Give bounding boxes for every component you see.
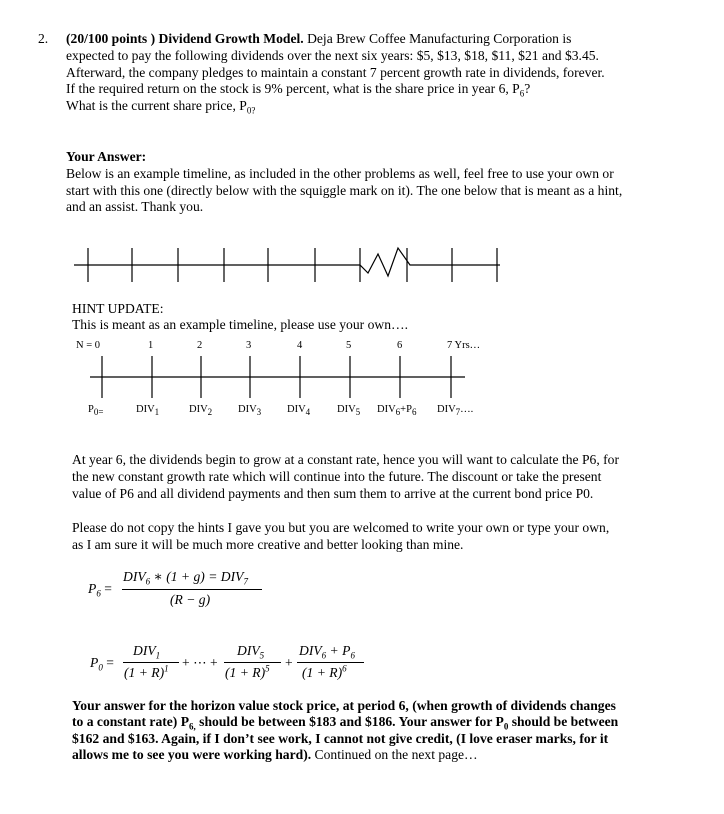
final-line-2 <box>72 714 618 730</box>
label-main: DIV <box>238 404 257 415</box>
final-line-2-sub: 6, <box>189 721 196 732</box>
hint-top-label-6: 6 <box>397 340 403 351</box>
hint-title: HINT UPDATE: <box>72 301 164 316</box>
t6-denominator <box>302 665 347 681</box>
label-sub2: 6 <box>411 407 417 418</box>
p0-equals: = <box>106 655 114 670</box>
hint-top-label-3: 3 <box>246 340 252 351</box>
p6-denominator: (R − g) <box>170 592 211 607</box>
question-line-5-text: What is the current share price, P <box>66 98 247 113</box>
p6-equals: = <box>104 581 112 596</box>
hint-top-label-7: 7 Yrs… <box>447 340 481 351</box>
t1-numerator <box>133 643 160 659</box>
explanation-line-2: the new constant growth rate which will continue into the future. The discount or take the present <box>72 469 602 484</box>
hint-top-label-0: N = 0 <box>76 340 101 351</box>
p6-num-rest: ∗ (1 + g) = DIV <box>150 569 244 584</box>
p6-num-sub: 6 <box>145 576 151 587</box>
question-line-4-sub: 6 <box>519 88 525 99</box>
question-line-5-sub: 0? <box>246 105 256 116</box>
p6-lhs-sub: 6 <box>96 588 101 599</box>
t1-num-div: DIV <box>133 643 156 658</box>
t5-fraction-bar <box>224 662 281 663</box>
t6-fraction-bar <box>297 662 364 663</box>
t6-den-base: (1 + R) <box>302 665 343 680</box>
t5-num-sub: 5 <box>259 650 265 661</box>
squiggle-timeline <box>0 240 724 300</box>
question-line-3: Afterward, the company pledges to maintain a constant 7 percent growth rate in dividends, forever. <box>66 65 605 80</box>
final-line-2b: should be between $183 and $186. Your answer for P <box>195 714 504 729</box>
answer-heading: Your Answer: <box>66 149 147 164</box>
explanation-line-1: At year 6, the dividends begin to grow at a constant rate, hence you will want to calculate the P6, for <box>72 452 619 467</box>
hint-timeline <box>0 352 724 402</box>
label-rest: …. <box>460 404 474 415</box>
label-main: DIV <box>287 404 306 415</box>
p6-lhs <box>88 581 112 597</box>
t6-numerator <box>299 643 355 659</box>
question-line-5 <box>66 98 255 114</box>
t1-fraction-bar <box>123 662 179 663</box>
p6-numerator <box>123 569 248 585</box>
label-main: DIV <box>437 404 456 415</box>
p0-dots-text: + ⋯ + <box>182 655 218 670</box>
label-rest: +P <box>400 404 412 415</box>
t1-denominator <box>124 665 169 681</box>
t5-den-sup: 5 <box>265 663 270 674</box>
question-line-1 <box>66 31 571 47</box>
label-main: DIV <box>189 404 208 415</box>
final-line-2c: should be between <box>508 714 619 729</box>
question-number: 2. <box>38 31 49 46</box>
label-main: DIV <box>337 404 356 415</box>
t1-den-base: (1 + R) <box>124 665 165 680</box>
label-sub: 3 <box>256 407 262 418</box>
label-sub: 4 <box>305 407 311 418</box>
label-main: P <box>88 404 94 415</box>
t6-den-sup: 6 <box>342 663 347 674</box>
question-points: (20/100 points ) Dividend Growth Model. <box>66 31 304 46</box>
final-line-2a: to a constant rate) P <box>72 714 190 729</box>
t5-numerator <box>237 643 264 659</box>
p0-lhs-sub: 0 <box>98 662 103 673</box>
hint-top-label-1: 1 <box>148 340 154 351</box>
p0-lhs <box>90 655 114 671</box>
hint-top-label-5: 5 <box>346 340 352 351</box>
p0-plus <box>285 655 293 671</box>
hint-bottom-label-0 <box>88 404 104 418</box>
p6-num-sub2: 7 <box>243 576 248 587</box>
explanation-line-3: value of P6 and all dividend payments and then sum them to arrive at the current bond price P0. <box>72 486 594 501</box>
label-sub: 0= <box>93 407 104 418</box>
final-line-4 <box>72 747 478 763</box>
label-sub: 2 <box>207 407 213 418</box>
hint-bottom-label-2 <box>189 404 213 418</box>
label-sub: 7 <box>455 407 461 418</box>
question-line-2: expected to pay the following dividends over the next six years: $5, $13, $18, $11, $21 and $3.45. <box>66 48 599 63</box>
p0-plus-text: + <box>285 655 293 670</box>
label-main: DIV <box>377 404 396 415</box>
label-sub: 1 <box>154 407 160 418</box>
hint-bottom-label-7 <box>437 404 474 418</box>
p6-lhs-symbol: P <box>88 581 97 596</box>
t1-num-sub: 1 <box>155 650 161 661</box>
t6-num-rest: + P <box>326 643 351 658</box>
hint-top-label-2: 2 <box>197 340 203 351</box>
t5-den-base: (1 + R) <box>225 665 266 680</box>
question-line-1-rest: Deja Brew Coffee Manufacturing Corporation is <box>303 31 572 46</box>
final-line-4-rest: Continued on the next page… <box>311 747 478 762</box>
hint-bottom-label-4 <box>287 404 311 418</box>
hint-subtitle: This is meant as an example timeline, please use your own…. <box>72 317 408 332</box>
answer-line-3: and an assist. Thank you. <box>66 199 204 214</box>
p0-dots <box>182 655 218 671</box>
t6-num-div: DIV <box>299 643 322 658</box>
question-line-4-text: If the required return on the stock is 9% percent, what is the share price in year 6, P <box>66 81 520 96</box>
p6-fraction-bar <box>122 589 262 590</box>
t5-denominator <box>225 665 270 681</box>
hint-bottom-label-5 <box>337 404 361 418</box>
final-line-2-sub2: 0 <box>503 721 509 732</box>
p6-num-div: DIV <box>123 569 146 584</box>
answer-line-2: start with this one (directly below with the squiggle mark on it). The one below that is meant as a hint, <box>66 183 623 198</box>
label-main: DIV <box>136 404 155 415</box>
t5-num-div: DIV <box>237 643 260 658</box>
hint-bottom-label-6 <box>377 404 417 418</box>
answer-line-1: Below is an example timeline, as included in the other problems as well, feel free to use your own or <box>66 166 614 181</box>
question-line-4 <box>66 81 530 97</box>
hint-bottom-label-3 <box>238 404 262 418</box>
hint-top-label-4: 4 <box>297 340 303 351</box>
p0-lhs-symbol: P <box>90 655 99 670</box>
question-line-4-end: ? <box>524 81 531 96</box>
t6-num-sub2: 6 <box>350 650 355 661</box>
note-line-2: as I am sure it will be much more creative and better looking than mine. <box>72 537 464 552</box>
t1-den-sup: 1 <box>164 663 169 674</box>
label-sub: 5 <box>355 407 361 418</box>
final-line-1: Your answer for the horizon value stock price, at period 6, (when growth of dividends changes <box>72 698 616 713</box>
final-line-4-bold: allows me to see you were working hard). <box>72 747 312 762</box>
label-sub: 6 <box>395 407 401 418</box>
t6-num-sub: 6 <box>321 650 327 661</box>
hint-bottom-label-1 <box>136 404 160 418</box>
final-line-3: $162 and $163. Again, if I don’t see work, I cannot not give credit, (I love eraser marks, for it <box>72 731 609 746</box>
note-line-1: Please do not copy the hints I gave you but you are welcomed to write your own or type your own, <box>72 520 610 535</box>
